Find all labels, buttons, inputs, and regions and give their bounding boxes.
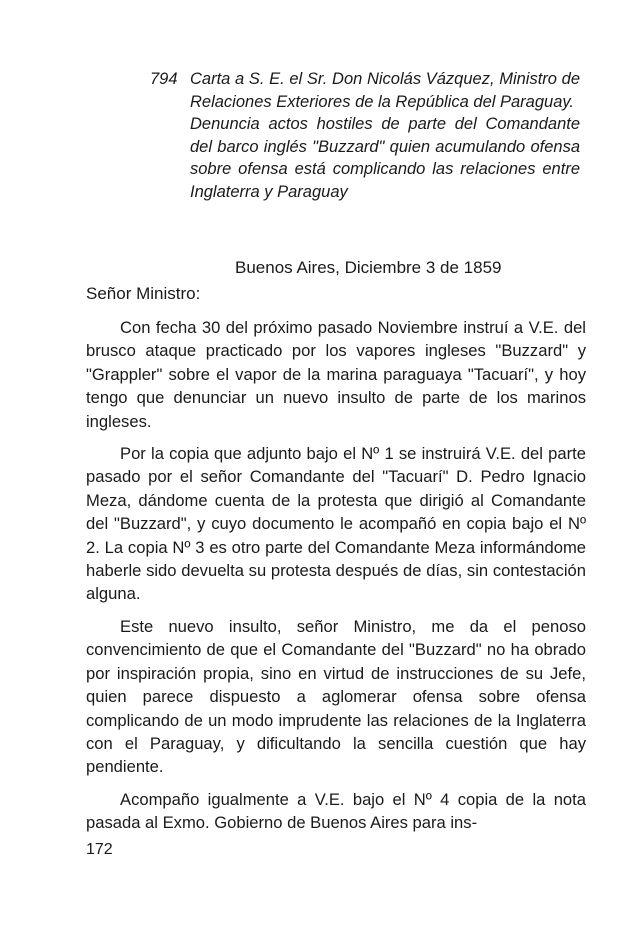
body-paragraph: Por la copia que adjunto bajo el Nº 1 se instruirá V.E. del parte pasado por el señor Comandante del "Tacuarí" D. Pedro Ignacio Meza, dándome cuenta de la protesta que dirigió al Comandante del "Buzzard", y cuyo documento le acompañó en copia bajo el Nº 2. La copia Nº 3 es otro parte del Comandante Meza informándome haberle sido devuelta su protesta después de días, sin contestación alguna. <box>86 444 586 604</box>
document-number: 794 <box>150 70 178 88</box>
body-paragraph: Este nuevo insulto, señor Ministro, me da el penoso convencimiento de que el Comandante del "Buzzard" no ha obrado por inspiración propia, sino en virtud de instrucciones de su Jefe, quien parece dispuesto a aglomerar ofensa sobre ofensa complicando de un modo imprudente las relaciones de la Inglaterra con el Paraguay, y dificultando la sencilla cuestión que hay pendiente. <box>86 616 586 777</box>
body-paragraph: Acompaño igualmente a V.E. bajo el Nº 4 copia de la nota pasada al Exmo. Gobierno de Buenos Aires para ins- <box>86 789 586 833</box>
letter-title: Carta a S. E. el Sr. Don Nicolás Vázquez, Ministro de Relaciones Exteriores de la República del Paraguay. <box>190 70 580 111</box>
body-paragraph: Con fecha 30 del próximo pasado Noviembre instruí a V.E. del brusco ataque practicado por los vapores ingleses "Buzzard" y "Grappler" sobre el vapor de la marina paraguaya "Tacuarí", y hoy tengo que denunciar un nuevo insulto de parte de los marinos ingleses. <box>86 318 586 431</box>
dateline: Buenos Aires, Diciembre 3 de 1859 <box>235 258 502 277</box>
header-block <box>190 68 580 203</box>
salutation: Señor Ministro: <box>86 284 201 303</box>
letter-body <box>86 316 586 844</box>
page-number: 172 <box>86 841 113 858</box>
letter-summary: Denuncia actos hostiles de parte del Comandante del barco inglés "Buzzard" quien acumulando ofensa sobre ofensa está complicando las relaciones entre Inglaterra y Paraguay <box>190 115 580 201</box>
letter-header <box>150 68 580 203</box>
